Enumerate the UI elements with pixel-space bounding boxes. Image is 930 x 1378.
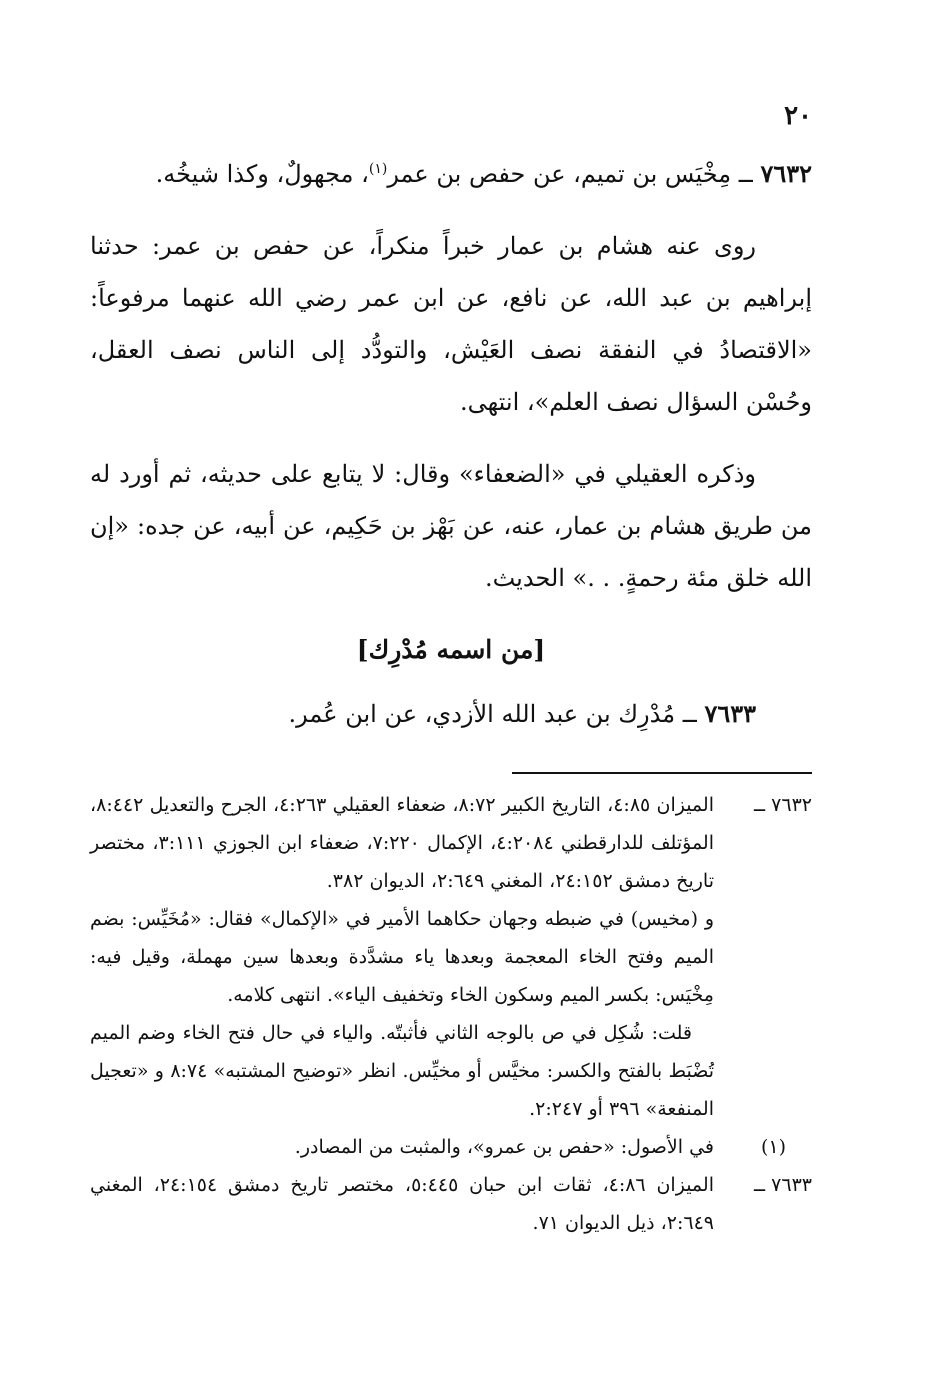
footnotes <box>90 786 812 1242</box>
main-text <box>90 148 812 760</box>
entry-dash: ــ <box>682 700 697 728</box>
entry-number: ٧٦٣٢ <box>760 159 812 188</box>
footnote-ref[interactable]: (١) <box>368 161 388 177</box>
entry-text-continued: ، مجهولٌ، وكذا شيخُه. <box>155 160 369 188</box>
footnote-7633 <box>90 1166 812 1242</box>
entry-number: ٧٦٣٣ <box>704 699 756 728</box>
entry-text: مِخْيَس بن تميم، عن حفص بن عمر <box>387 160 732 188</box>
entry-dash: ــ <box>738 160 753 188</box>
section-heading: [من اسمه مُدْرِك] <box>356 635 546 664</box>
entry-7633 <box>90 688 812 740</box>
footnote-text: في الأصول: «حفص بن عمرو»، والمثبت من المصادر. <box>294 1136 714 1158</box>
uqayli-paragraph: وذكره العقيلي في «الضعفاء» وقال: لا يتابع على حديثه، ثم أورد له من طريق هشام بن عمار، عنه، عن بَهْز بن حَكِيم، عن أبيه، عن جده: «إن الله خلق مئة رحمةٍ. . .» الحديث. <box>90 460 812 592</box>
footnote-divider <box>512 772 812 774</box>
narration-paragraph: روى عنه هشام بن عمار خبراً منكراً، عن حفص بن عمر: حدثنا إبراهيم بن عبد الله، عن نافع، عن ابن عمر رضي الله عنهما مرفوعاً: «الاقتصادُ في النفقة نصف العَيْش، والتودُّد إلى الناس نصف العقل، وحُسْن السؤال نصف العلم»، انتهى. <box>90 232 812 416</box>
footnote-note: و (مخيس) في ضبطه وجهان حكاهما الأمير في «الإكمال» فقال: «مُخَيِّس: بضم الميم وفتح الخاء المعجمة وبعدها ياء مشدَّدة وبعدها سين مهملة، وقيل فيه: مِخْيَس: بكسر الميم وسكون الخاء وتخفيف الياء». انتهى كلامه. <box>90 908 714 1006</box>
page-number: ٢٠ <box>784 101 812 131</box>
footnote-label: ٧٦٣٣ ــ <box>753 1174 812 1196</box>
entry-7632 <box>90 148 812 200</box>
entry-text: مُدْرِك بن عبد الله الأزدي، عن ابن عُمر. <box>288 700 676 728</box>
footnote-qultu: قلت: شُكِل في ص بالوجه الثاني فأثبتّه. والياء في حال فتح الخاء وضم الميم تُضْبَط بالفتح والكسر: مخيَّس أو مخيِّس. انظر «توضيح المشتبه» ٨:٧٤ و «تعجيل المنفعة» ٣٩٦ أو ٢:٢٤٧. <box>90 1022 714 1120</box>
footnote-label: ٧٦٣٢ ــ <box>753 794 812 816</box>
footnote-7632 <box>90 786 812 1128</box>
footnote-label: (١) <box>760 1136 786 1158</box>
footnote-1 <box>90 1128 812 1166</box>
footnote-sources: الميزان ٤:٨٦، ثقات ابن حبان ٥:٤٤٥، مختصر تاريخ دمشق ٢٤:١٥٤، المغني ٢:٦٤٩، ذيل الديوان ٧١. <box>90 1174 714 1234</box>
footnote-sources: الميزان ٤:٨٥، التاريخ الكبير ٨:٧٢، ضعفاء العقيلي ٤:٢٦٣، الجرح والتعديل ٨:٤٤٢، المؤتلف للدارقطني ٤:٢٠٨٤، الإكمال ٧:٢٢٠، ضعفاء ابن الجوزي ٣:١١١، مختصر تاريخ دمشق ٢٤:١٥٢، المغني ٢:٦٤٩، الديوان ٣٨٢. <box>90 794 714 892</box>
